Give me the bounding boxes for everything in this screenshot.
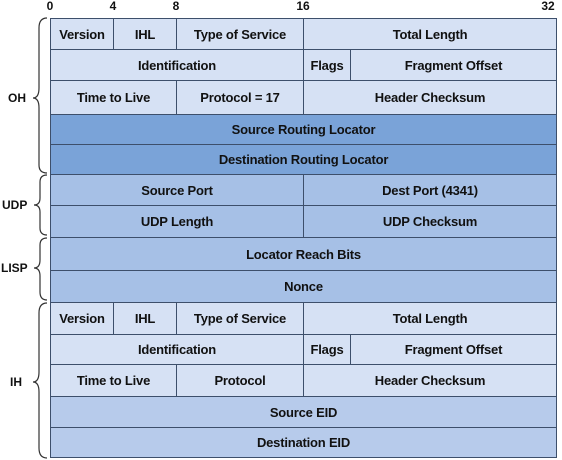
ih-ttl-field: Time to Live	[50, 364, 177, 397]
ih-ihl-field: IHL	[113, 302, 177, 335]
oh-header-checksum-field: Header Checksum	[303, 80, 557, 115]
bit-marker-4: 4	[109, 0, 117, 13]
oh-ihl-field: IHL	[113, 18, 177, 50]
oh-ttl-field: Time to Live	[50, 80, 177, 115]
group-label-ih: IH	[10, 375, 22, 389]
ih-header-checksum-field: Header Checksum	[303, 364, 557, 397]
ih-protocol-field: Protocol	[176, 364, 304, 397]
ih-flags-field: Flags	[303, 334, 351, 365]
bit-marker-8: 8	[172, 0, 180, 13]
source-eid-field: Source EID	[50, 396, 557, 428]
brace-lisp	[34, 238, 47, 300]
udp-dest-port-field: Dest Port (4341)	[303, 174, 557, 206]
source-routing-locator-field: Source Routing Locator	[50, 114, 557, 145]
group-label-lisp: LISP	[1, 261, 28, 275]
ih-identification-field: Identification	[50, 334, 304, 365]
oh-total-length-field: Total Length	[303, 18, 557, 50]
ih-total-length-field: Total Length	[303, 302, 557, 335]
bit-marker-0: 0	[46, 0, 54, 13]
oh-protocol-field: Protocol = 17	[176, 80, 304, 115]
oh-fragment-offset-field: Fragment Offset	[350, 49, 557, 81]
oh-version-field: Version	[50, 18, 114, 50]
destination-routing-locator-field: Destination Routing Locator	[50, 144, 557, 175]
bit-marker-32: 32	[541, 0, 555, 13]
locator-reach-bits-field: Locator Reach Bits	[50, 237, 557, 271]
brace-ih	[33, 303, 47, 458]
brace-oh	[33, 18, 47, 173]
oh-identification-field: Identification	[50, 49, 304, 81]
nonce-field: Nonce	[50, 270, 557, 303]
brace-udp	[34, 175, 47, 235]
oh-flags-field: Flags	[303, 49, 351, 81]
group-label-oh: OH	[8, 91, 26, 105]
bit-marker-16: 16	[296, 0, 310, 13]
oh-tos-field: Type of Service	[176, 18, 304, 50]
udp-source-port-field: Source Port	[50, 174, 304, 206]
destination-eid-field: Destination EID	[50, 427, 557, 458]
udp-length-field: UDP Length	[50, 205, 304, 238]
udp-checksum-field: UDP Checksum	[303, 205, 557, 238]
group-label-udp: UDP	[2, 198, 28, 212]
ih-version-field: Version	[50, 302, 114, 335]
ih-fragment-offset-field: Fragment Offset	[350, 334, 557, 365]
ih-tos-field: Type of Service	[176, 302, 304, 335]
